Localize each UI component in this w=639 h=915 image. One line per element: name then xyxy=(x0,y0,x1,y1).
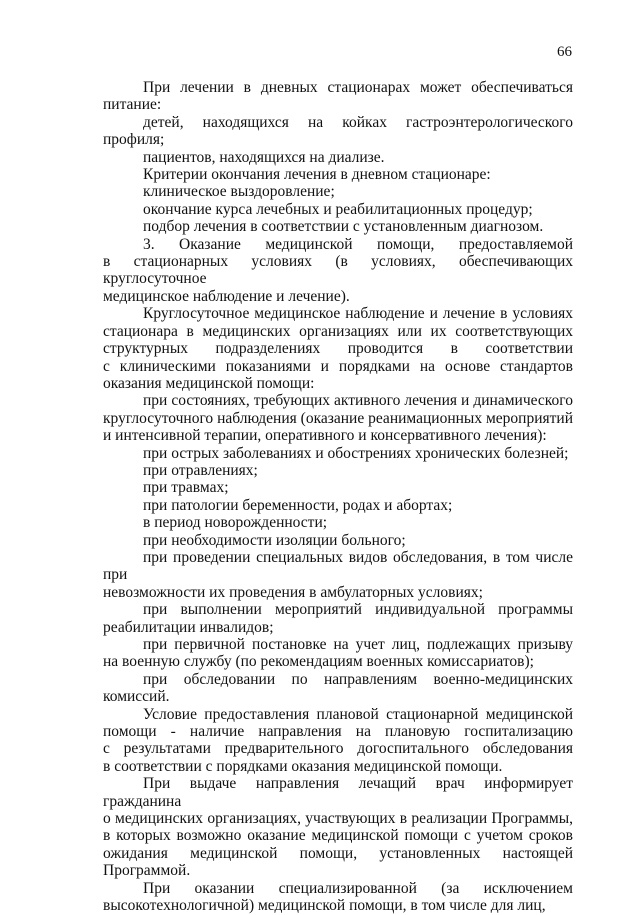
paragraph xyxy=(103,462,573,479)
paragraph xyxy=(103,706,573,776)
paragraph xyxy=(103,201,573,218)
text-line: структурных подразделениях проводится в соответствии xyxy=(103,340,573,358)
text-line: пациентов, находящихся на диализе. xyxy=(143,148,385,166)
text-line: при обследовании по направлениям военно-медицинских xyxy=(143,670,573,688)
text-line: с результатами предварительного догоспитального обследования xyxy=(103,740,573,758)
text-line: в соответствии с порядками оказания медицинской помощи. xyxy=(103,757,503,775)
paragraph xyxy=(103,218,573,235)
text-line: Условие предоставления плановой стационарной медицинской xyxy=(143,705,573,723)
text-line: о медицинских организациях, участвующих в реализации Программы, xyxy=(103,810,573,828)
text-line: при необходимости изоляции больного; xyxy=(143,531,406,549)
text-line: окончание курса лечебных и реабилитационных процедур; xyxy=(143,200,533,218)
text-line: при травмах; xyxy=(143,479,229,497)
paragraph xyxy=(103,166,573,183)
paragraph xyxy=(103,497,573,514)
paragraph xyxy=(103,479,573,496)
paragraph xyxy=(103,79,573,114)
paragraph xyxy=(103,392,573,444)
text-line: высокотехнологичной) медицинской помощи, в том числе для лиц, xyxy=(103,897,546,915)
text-line: помощи - наличие направления на плановую госпитализацию xyxy=(103,723,573,741)
text-line: и интенсивной терапии, оперативного и консервативного лечения): xyxy=(103,427,547,445)
text-line: с клиническими показаниями и порядками на основе стандартов xyxy=(103,357,573,375)
text-line: невозможности их проведения в амбулаторных условиях; xyxy=(103,583,483,601)
text-line: стационара в медицинских организациях или их соответствующих xyxy=(103,322,573,340)
text-line: оказания медицинской помощи: xyxy=(103,374,315,392)
text-line: при острых заболеваниях и обострениях хронических болезней; xyxy=(143,444,569,462)
text-line: при отравлениях; xyxy=(143,461,258,479)
text-line: реабилитации инвалидов; xyxy=(103,618,274,636)
paragraph xyxy=(103,775,573,879)
text-line: 3. Оказание медицинской помощи, предоставляемой xyxy=(143,235,573,253)
paragraph xyxy=(103,880,573,915)
paragraph xyxy=(103,183,573,200)
text-line: в период новорожденности; xyxy=(143,514,328,532)
text-line: при первичной постановке на учет лиц, подлежащих призыву xyxy=(143,636,573,653)
paragraph xyxy=(103,514,573,531)
text-line: подбор лечения в соответствии с установленным диагнозом. xyxy=(143,218,544,236)
text-line: ожидания медицинской помощи, установленных настоящей xyxy=(103,844,573,862)
text-line: круглосуточного наблюдения (оказание реанимационных мероприятий xyxy=(103,409,573,427)
text-line: При выдаче направления лечащий врач информирует гражданина xyxy=(103,775,573,810)
paragraph xyxy=(103,236,573,306)
text-line: в которых возможно оказание медицинской помощи с учетом сроков xyxy=(103,827,573,845)
text-line: детей, находящихся на койках гастроэнтерологического профиля; xyxy=(103,113,573,149)
text-line: клиническое выздоровление; xyxy=(143,183,335,201)
text-line: питание: xyxy=(103,96,162,114)
paragraph xyxy=(103,671,573,706)
text-line: При оказании специализированной (за исключением xyxy=(143,879,573,897)
text-line: Программой. xyxy=(103,862,191,880)
document-body xyxy=(103,79,573,915)
text-line: комиссий. xyxy=(103,688,170,706)
paragraph xyxy=(103,532,573,549)
text-line: медицинское наблюдение и лечение). xyxy=(103,287,350,305)
text-line: Критерии окончания лечения в дневном стационаре: xyxy=(143,166,491,184)
text-line: при выполнении мероприятий индивидуальной программы xyxy=(143,601,573,619)
page-number: 66 xyxy=(557,44,572,60)
paragraph xyxy=(103,305,573,392)
text-line: Круглосуточное медицинское наблюдение и лечение в условиях xyxy=(143,305,573,323)
text-line: при состояниях, требующих активного лечения и динамического xyxy=(143,392,573,410)
text-line: на военную службу (по рекомендациям военных комиссариатов); xyxy=(103,653,534,671)
paragraph xyxy=(103,114,573,149)
text-line: При лечении в дневных стационарах может обеспечиваться xyxy=(143,79,573,96)
text-line: при проведении специальных видов обследования, в том числе при xyxy=(103,548,573,584)
paragraph xyxy=(103,549,573,601)
paragraph xyxy=(103,601,573,636)
text-line: при патологии беременности, родах и абортах; xyxy=(143,496,453,514)
paragraph xyxy=(103,149,573,166)
paragraph xyxy=(103,445,573,462)
paragraph xyxy=(103,636,573,671)
text-line: в стационарных условиях (в условиях, обеспечивающих круглосуточное xyxy=(103,253,573,288)
